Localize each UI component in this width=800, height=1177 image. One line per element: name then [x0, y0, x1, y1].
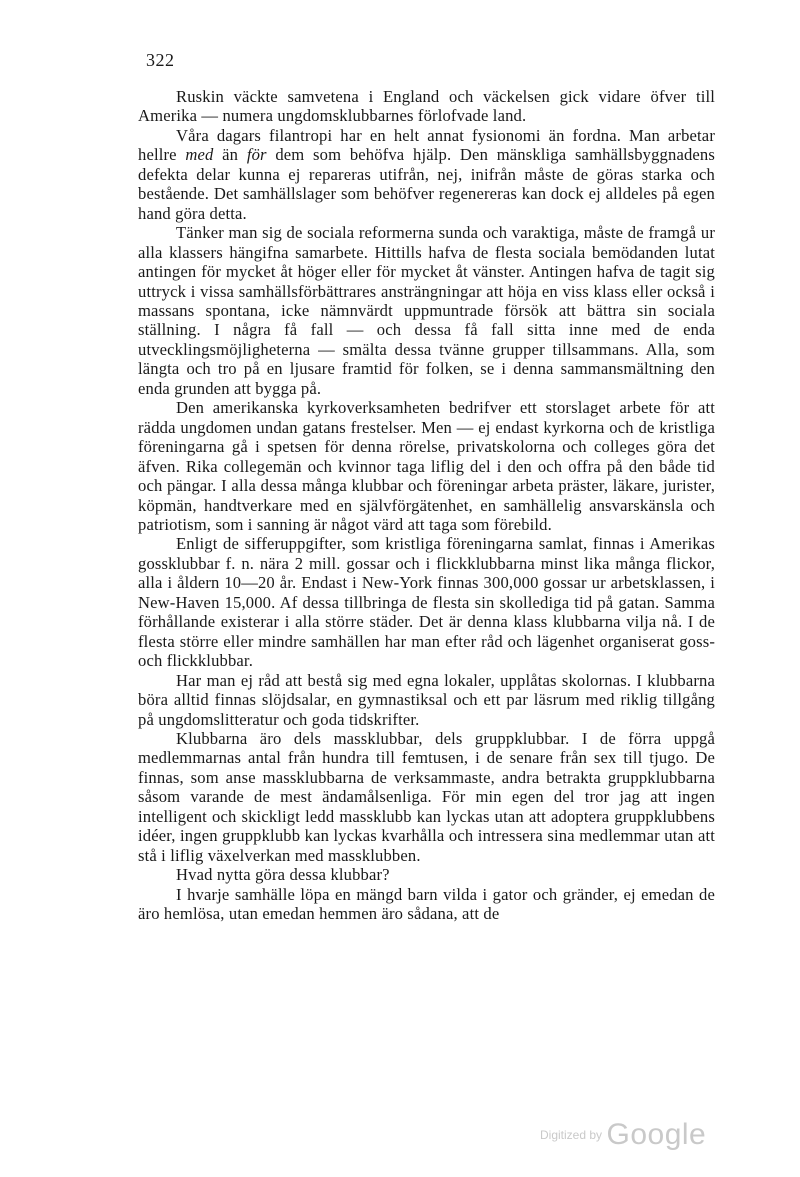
- digitized-by-google-watermark: [540, 1118, 706, 1152]
- emphasis: med: [185, 145, 214, 165]
- paragraph: Hvad nytta göra dessa klubbar?: [176, 865, 390, 885]
- emphasis: för: [246, 145, 267, 165]
- watermark-brand: Google: [606, 1118, 707, 1151]
- paragraph: Enligt de sifferuppgifter, som kristliga föreningarna samlat, finnas i Amerikas gossklubbar f. n. nära 2 mill. gossar och i flickklubbarna minst lika många flickor, alla i åldern 10—20 år. Endast i New-York finnas 300,000 gossar ur arbetsklassen, i New-Haven 15,000. Af dessa tillbringa de flesta sin skollediga tid på gatan. Samma förhållande existerar i alla större städer. Det är denna klass klubbarna vilja nå. I de flesta större eller mindre samhällen har man efter råd och lägenhet organiserat goss- och flickklubbar.: [138, 534, 715, 671]
- paragraph: Våra dagars filantropi har en helt annat fysionomi än fordna. Man arbetar hellre med än för dem som behöfva hjälp. Den mänskliga samhällsbyggnadens defekta delar kunna ej repareras utifrån, nej, inifrån måste de göras starka och bestående. Det samhällslager som behöfver regenereras kan dock ej alldeles på egen hand göra detta.: [138, 125, 715, 223]
- watermark-prefix: Digitized by: [540, 1128, 603, 1142]
- paragraph: Den amerikanska kyrkoverksamheten bedrifver ett storslaget arbete för att rädda ungdomen undan gatans frestelser. Men — ej endast kyrkorna och de kristliga föreningarna gå i spetsen för denna rörelse, privatskolorna och colleges göra det äfven. Rika collegemän och kvinnor taga liflig del i den och offra på den både tid och pängar. I alla dessa många klubbar och föreningar arbeta präster, läkare, jurister, köpmän, handtverkare med en självförgätenhet, en samhällelig ansvarskänsla och patriotism, som i sanning är något värd att taga som förebild.: [138, 398, 715, 534]
- paragraph: Klubbarna äro dels massklubbar, dels gruppklubbar. I de förra uppgå medlemmarnas antal från hundra till femtusen, i de senare från sex till tjugo. De finnas, som anse massklubbarna de verksammaste, andra betrakta gruppklubbarna såsom varande de mest ändamålsenliga. För min egen del tror jag att ingen intelligent och skickligt ledd massklubb kan lyckas utan att adoptera gruppklubbens idéer, ingen gruppklubb kan lyckas kvarhålla och intressera sina medlemmar utan att stå i liflig växelverkan med massklubben.: [138, 728, 715, 865]
- paragraph: I hvarje samhälle löpa en mängd barn vilda i gator och gränder, ej emedan de äro hemlösa, utan emedan hemmen äro sådana, att de: [138, 884, 715, 924]
- paragraph: Ruskin väckte samvetena i England och väckelsen gick vidare öfver till Amerika — numera ungdomsklubbarnes förlofvade land.: [138, 87, 715, 126]
- paragraph: Tänker man sig de sociala reformerna sunda och varaktiga, måste de framgå ur alla klassers hängifna samarbete. Hittills hafva de flesta sociala bemödanden lutat antingen för mycket åt höger eller för mycket åt vänster. Antingen hafva de tagit sig uttryck i vissa samhällsförbättrares ansträngningar att höja en viss klass eller också i massans spontana, icke nämnvärdt uppmuntrade försök att bättra sin sociala ställning. I några få fall — och dessa få fall sitta inne med de enda utvecklingsmöjligheterna — smälta dessa tvänne grupper tillsammans. Alla, som längta och tro på en ljusare framtid för folken, se i denna sammansmältning den enda grunden att bygga på.: [138, 223, 715, 398]
- body-text: [138, 87, 715, 923]
- page-number: 322: [146, 50, 175, 70]
- paragraph: Har man ej råd att bestå sig med egna lokaler, upplåtas skolornas. I klubbarna böra alltid finnas slöjdsalar, en gymnastiksal och ett par läsrum med riklig tillgång på ungdomslitteratur och goda tidskrifter.: [138, 670, 715, 729]
